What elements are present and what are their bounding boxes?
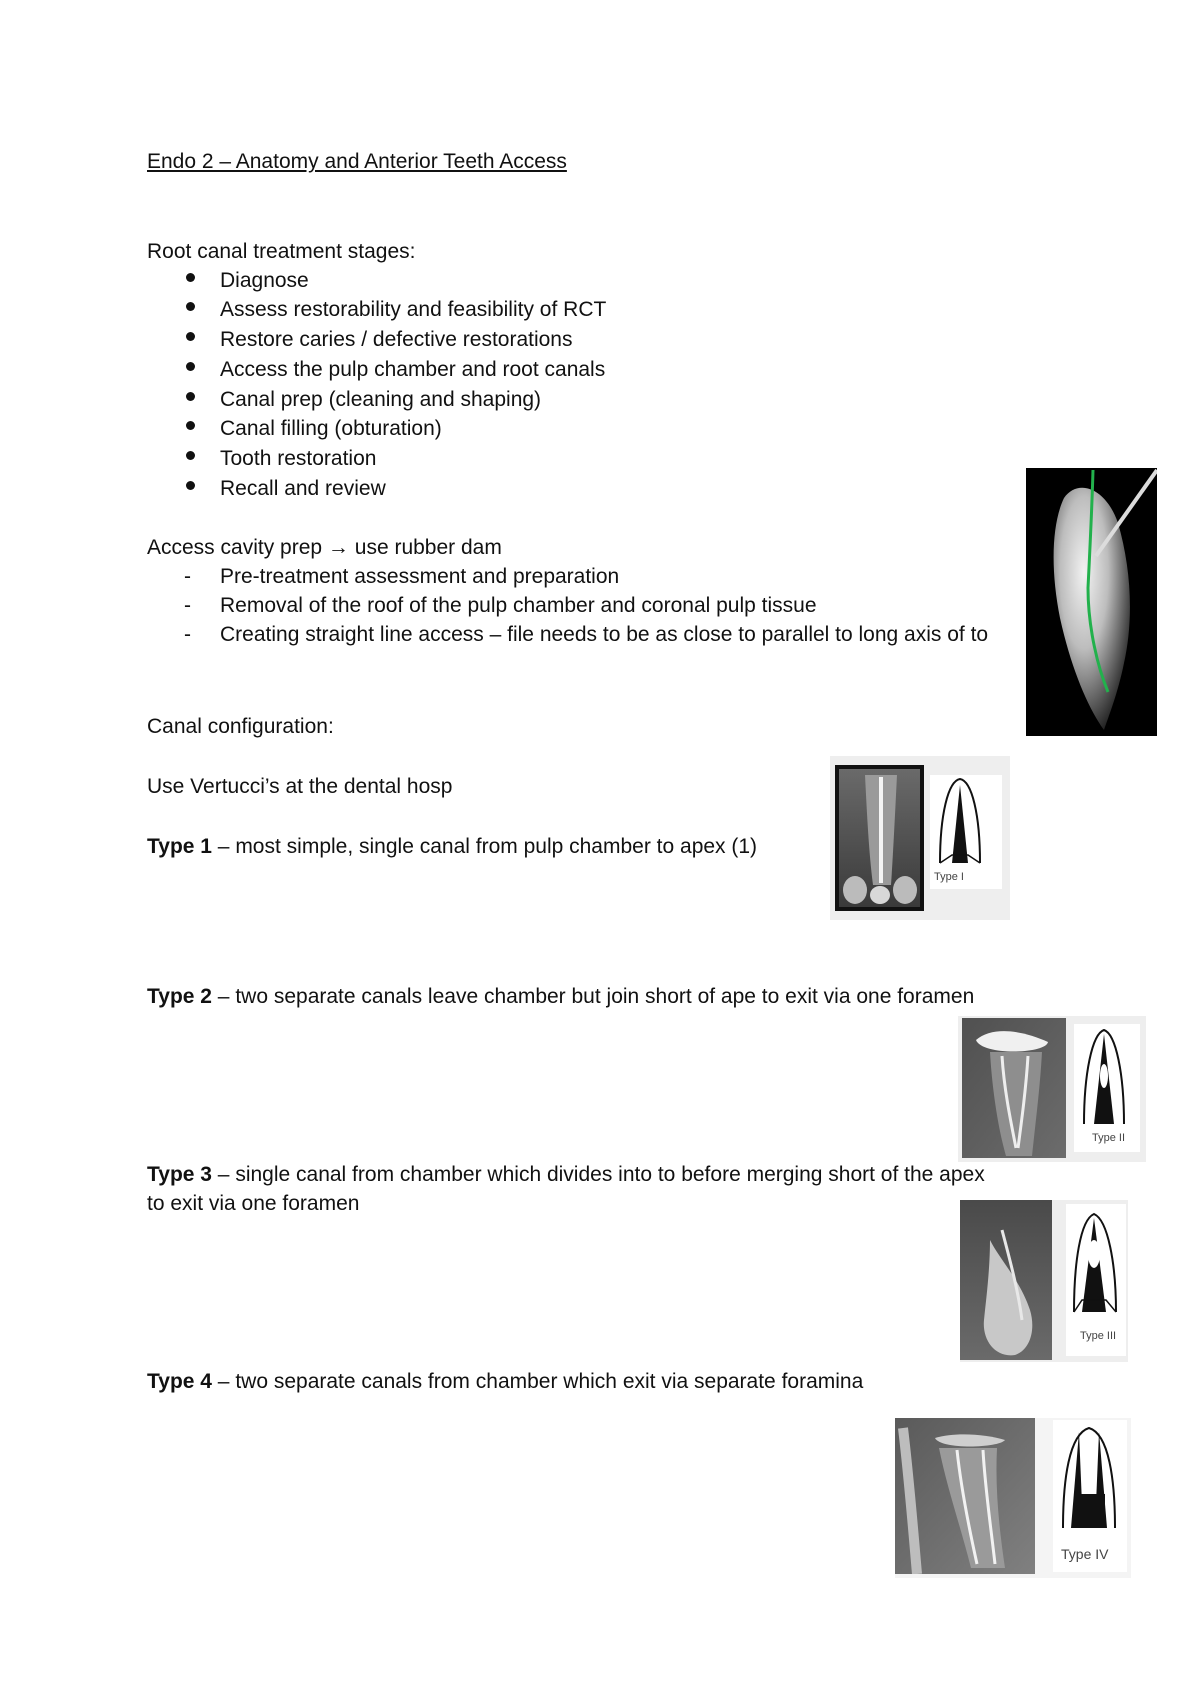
type-2-text <box>147 984 974 1010</box>
type-desc: – two separate canals leave chamber but join short of ape to exit via one foramen <box>211 985 975 1008</box>
bullet <box>186 302 195 311</box>
type-3-diagram <box>1066 1204 1126 1356</box>
stages-heading: Root canal treatment stages: <box>147 240 416 263</box>
type-desc: – single canal from chamber which divides into to before merging short of the apex <box>211 1163 985 1186</box>
bullet <box>186 481 195 490</box>
type-3-text-cont: to exit via one foramen <box>147 1192 360 1215</box>
type-desc: – most simple, single canal from pulp chamber to apex (1) <box>211 835 758 858</box>
type-label: Type 4 <box>147 1370 212 1393</box>
list-item: Recall and review <box>220 477 386 500</box>
type-label: Type 1 <box>147 835 212 858</box>
diagram-label: Type IV <box>1061 1546 1109 1562</box>
type-1-xray <box>835 765 924 911</box>
dash-bullet: - <box>184 565 191 588</box>
type-label: Type 2 <box>147 985 212 1008</box>
type-2-figure <box>958 1016 1146 1162</box>
diagram-label: Type I <box>934 871 964 883</box>
page-title: Endo 2 – Anatomy and Anterior Teeth Access <box>147 150 567 173</box>
list-item: Restore caries / defective restorations <box>220 328 573 351</box>
canal-heading: Canal configuration: <box>147 715 334 738</box>
arrow-icon: → <box>327 536 349 559</box>
list-item: Creating straight line access – file needs to be as close to parallel to long axis of to <box>220 623 989 646</box>
list-item: Pre-treatment assessment and preparation <box>220 565 620 588</box>
bullet <box>186 451 195 460</box>
type-4-diagram <box>1053 1420 1127 1572</box>
bullet <box>186 273 195 282</box>
vertucci-note: Use Vertucci’s at the dental hosp <box>147 775 453 798</box>
type-2-diagram <box>1074 1024 1140 1152</box>
diagram-label: Type III <box>1080 1330 1117 1342</box>
dash-bullet: - <box>184 623 191 646</box>
access-heading-post: use rubber dam <box>354 536 502 559</box>
type-3-xray <box>960 1200 1052 1360</box>
xray-file-image <box>1026 468 1157 736</box>
list-item: Diagnose <box>220 269 309 292</box>
bullet <box>186 392 195 401</box>
type-4-text <box>147 1369 863 1395</box>
access-heading <box>147 535 502 561</box>
bullet <box>186 362 195 371</box>
type-1-figure <box>830 756 1010 920</box>
list-item: Tooth restoration <box>220 447 377 470</box>
bullet <box>186 332 195 341</box>
type-label: Type 3 <box>147 1163 212 1186</box>
list-item: Canal filling (obturation) <box>220 417 442 440</box>
list-item: Access the pulp chamber and root canals <box>220 358 606 381</box>
list-item: Assess restorability and feasibility of RCT <box>220 298 607 321</box>
type-2-xray <box>962 1018 1066 1158</box>
type-desc: – two separate canals from chamber which exit via separate foramina <box>211 1370 864 1393</box>
dash-bullet: - <box>184 594 191 617</box>
diagram-label: Type II <box>1092 1132 1126 1144</box>
access-heading-pre: Access cavity prep <box>147 536 323 559</box>
type-4-xray <box>895 1418 1035 1574</box>
type-3-figure <box>960 1200 1128 1362</box>
bullet <box>186 421 195 430</box>
type-1-diagram <box>930 775 1002 889</box>
type-1-text <box>147 834 757 860</box>
type-3-text <box>147 1162 985 1188</box>
list-item: Canal prep (cleaning and shaping) <box>220 388 542 411</box>
list-item: Removal of the roof of the pulp chamber and coronal pulp tissue <box>220 594 817 617</box>
type-4-figure <box>895 1418 1131 1578</box>
